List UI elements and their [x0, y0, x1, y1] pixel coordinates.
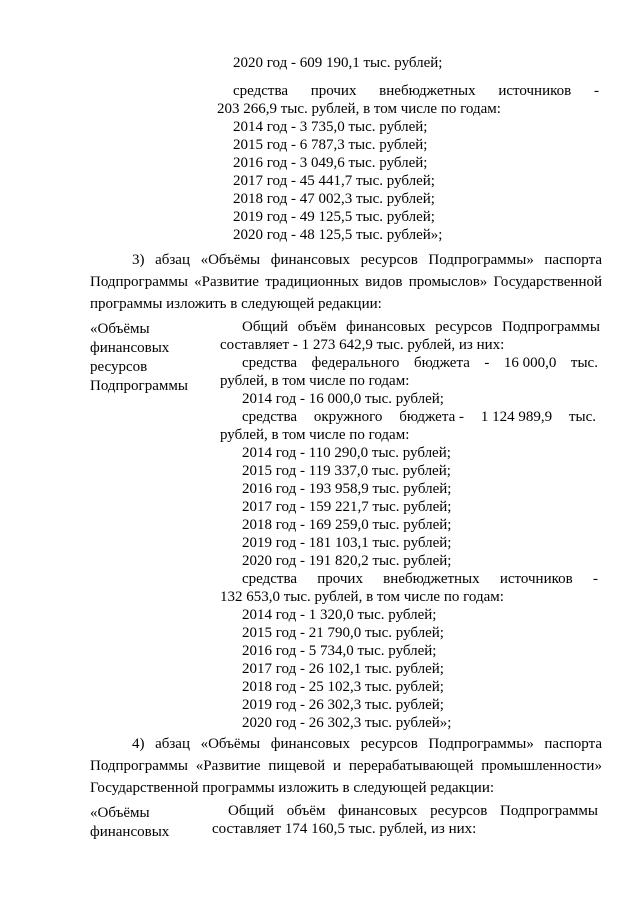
top-year-item: 2016 год - 3 049,6 тыс. рублей; — [233, 155, 428, 171]
block-1-other-year-item: 2015 год - 21 790,0 тыс. рублей; — [242, 625, 444, 641]
paragraph-3-line-2: Подпрограммы «Развитие традиционных видов промыслов» Государственной — [90, 274, 602, 290]
block-1-regional-year-item: 2017 год - 159 221,7 тыс. рублей; — [242, 499, 452, 515]
block-1-regional-year-item: 2019 год - 181 103,1 тыс. рублей; — [242, 535, 452, 551]
top-year-item: 2019 год - 49 125,5 тыс. рублей; — [233, 209, 435, 225]
block-1-regional-year-item: 2016 год - 193 958,9 тыс. рублей; — [242, 481, 452, 497]
top-year-2020-total: 2020 год - 609 190,1 тыс. рублей; — [233, 55, 443, 71]
block-1-other-sources-line: средства прочих внебюджетных источников - — [242, 571, 598, 587]
top-year-item: 2015 год - 6 787,3 тыс. рублей; — [233, 137, 428, 153]
block-1-other-year-item: 2017 год - 26 102,1 тыс. рублей; — [242, 661, 444, 677]
block-2-label: «Объёмы финансовых — [90, 805, 170, 840]
block-1-other-year-item: 2019 год - 26 302,3 тыс. рублей; — [242, 697, 444, 713]
block-1-regional-year-item: 2020 год - 191 820,2 тыс. рублей; — [242, 553, 452, 569]
top-other-sources-line: средства прочих внебюджетных источников - — [233, 83, 599, 99]
block-1-other-year-item: 2014 год - 1 320,0 тыс. рублей; — [242, 607, 437, 623]
block-1-regional-line: средства окружного бюджета - 1 124 989,9 тыс. — [242, 409, 596, 425]
block-1-regional-by-years: рублей, в том числе по годам: — [220, 427, 410, 443]
top-year-item: 2014 год - 3 735,0 тыс. рублей; — [233, 119, 428, 135]
top-other-sources-amount: 203 266,9 тыс. рублей, в том числе по годам: — [217, 101, 501, 117]
block-1-other-year-item: 2020 год - 26 302,3 тыс. рублей»; — [242, 715, 452, 731]
block-1-total-amount: составляет - 1 273 642,9 тыс. рублей, из них: — [220, 337, 505, 353]
block-2-total-amount: составляет 174 160,5 тыс. рублей, из них: — [212, 821, 477, 837]
paragraph-4-line-3: Государственной программы изложить в следующей редакции: — [90, 780, 495, 796]
block-1-regional-year-item: 2018 год - 169 259,0 тыс. рублей; — [242, 517, 452, 533]
paragraph-3-line-1: 3) абзац «Объёмы финансовых ресурсов Подпрограммы» паспорта — [132, 252, 602, 268]
top-year-item: 2018 год - 47 002,3 тыс. рублей; — [233, 191, 435, 207]
paragraph-4-line-2: Подпрограммы «Развитие пищевой и перерабатывающей промышленности» — [90, 758, 602, 774]
paragraph-4 — [90, 733, 602, 799]
paragraph-4-line-1: 4) абзац «Объёмы финансовых ресурсов Подпрограммы» паспорта — [132, 736, 602, 752]
block-1-federal-line: средства федерального бюджета - 16 000,0 тыс. — [242, 355, 598, 371]
block-1-federal-year-item: 2014 год - 16 000,0 тыс. рублей; — [242, 391, 444, 407]
block-1-other-year-item: 2016 год - 5 734,0 тыс. рублей; — [242, 643, 437, 659]
block-1-total-line: Общий объём финансовых ресурсов Подпрограммы — [242, 319, 600, 335]
top-year-item: 2017 год - 45 441,7 тыс. рублей; — [233, 173, 435, 189]
block-1-regional-year-item: 2014 год - 110 290,0 тыс. рублей; — [242, 445, 451, 461]
block-1-regional-year-item: 2015 год - 119 337,0 тыс. рублей; — [242, 463, 451, 479]
block-2-total-line: Общий объём финансовых ресурсов Подпрограммы — [228, 803, 598, 819]
paragraph-3 — [90, 249, 602, 315]
block-1-federal-by-years: рублей, в том числе по годам: — [220, 373, 410, 389]
block-1-label: «Объёмы финансовых ресурсов Подпрограммы — [90, 321, 188, 394]
block-1-other-sources-amount: 132 653,0 тыс. рублей, в том числе по годам: — [220, 589, 504, 605]
paragraph-3-line-3: программы изложить в следующей редакции: — [90, 296, 382, 312]
top-year-item: 2020 год - 48 125,5 тыс. рублей»; — [233, 227, 443, 243]
block-1-other-year-item: 2018 год - 25 102,3 тыс. рублей; — [242, 679, 444, 695]
